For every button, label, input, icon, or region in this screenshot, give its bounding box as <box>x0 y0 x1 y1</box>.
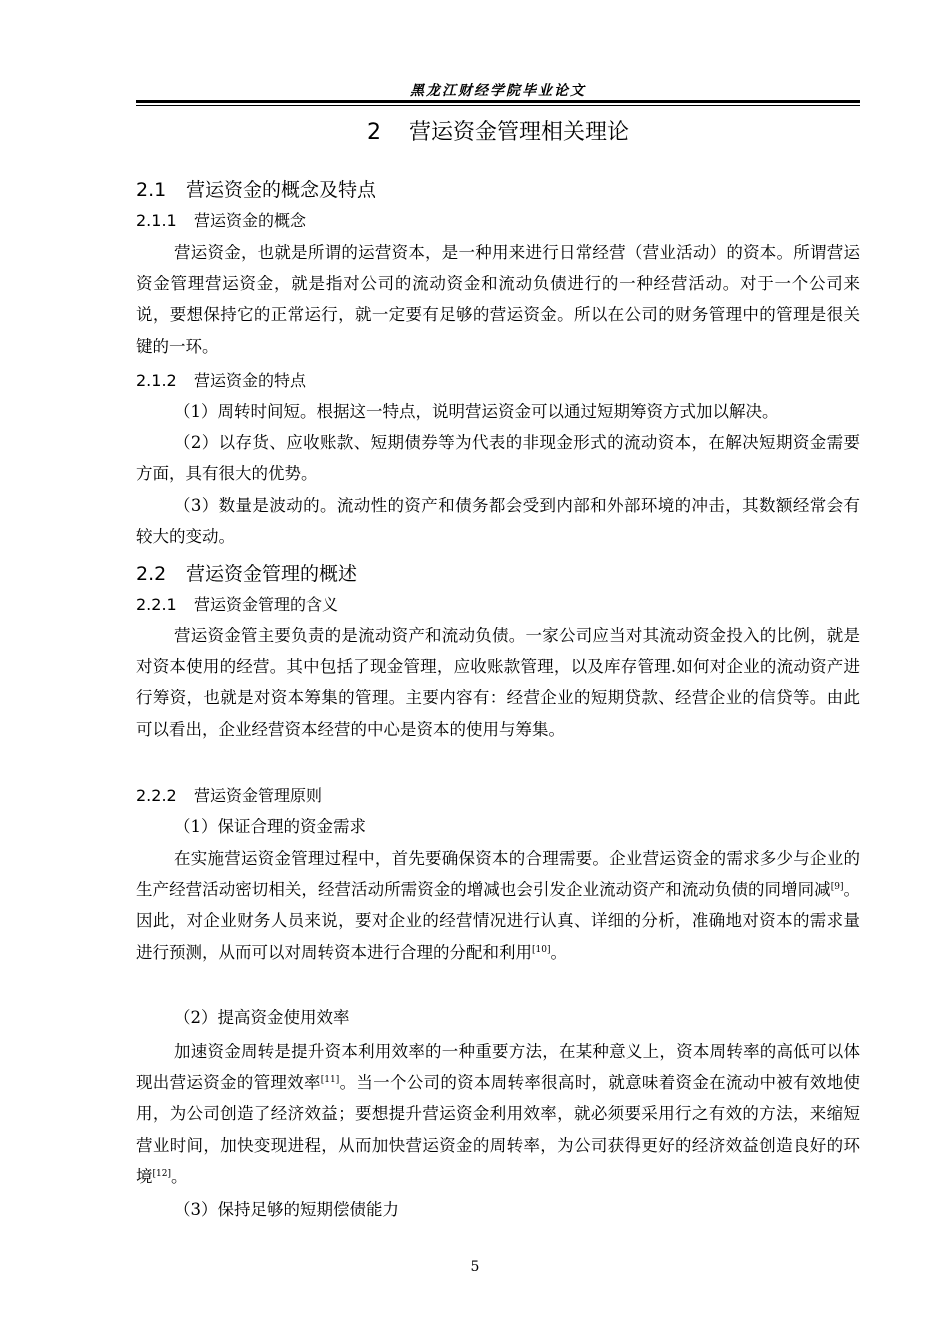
section-heading-2-1: 2.1 营运资金的概念及特点 <box>136 179 377 201</box>
chapter-title <box>136 115 860 146</box>
section-heading-2-2-2: 2.2.2 营运资金管理原则 <box>136 786 323 805</box>
principle-1-title: （1）保证合理的资金需求 <box>174 817 366 836</box>
section-heading-2-1-1: 2.1.1 营运资金的概念 <box>136 211 307 230</box>
running-header: 黑龙江财经学院毕业论文 <box>410 83 586 99</box>
feature-item-3: （3）数量是波动的。流动性的资产和债务都会受到内部和外部环境的冲击，其数额经常会有较大的变动。 <box>136 496 860 547</box>
chapter-title-text: 营运资金管理相关理论 <box>408 120 629 145</box>
section-heading-2-2: 2.2 营运资金管理的概述 <box>136 563 358 585</box>
citation-12: [12] <box>152 1168 171 1179</box>
section-heading-2-1-2: 2.1.2 营运资金的特点 <box>136 371 307 390</box>
feature-item-1: （1）周转时间短。根据这一特点，说明营运资金可以通过短期筹资方式加以解决。 <box>174 402 779 421</box>
citation-10: [10] <box>532 944 551 955</box>
header-rule-thin <box>136 105 860 106</box>
principle-2-paragraph: 加速资金周转是提升资本利用效率的一种重要方法，在某种意义上，资本周转率的高低可以体现出营运资金的管理效率[11]。当一个公司的资本周转率很高时，就意味着资金在流动中被有效地使用，为公司创造了经济效益；要想提升营运资金利用效率，就必须要采用行之有效的方法，来缩短营业时间，加快变现进程，从而加快营运资金的周转率，为公司获得更好的经济效益创造良好的环境[12]。 <box>136 1042 861 1186</box>
section-heading-2-2-1: 2.2.1 营运资金管理的含义 <box>136 595 339 614</box>
principle-1-paragraph: 在实施营运资金管理过程中，首先要确保资本的合理需要。企业营运资金的需求多少与企业的生产经营活动密切相关，经营活动所需资金的增减也会引发企业流动资产和流动负债的同增同减[9]。因此，对企业财务人员来说，要对企业的经营情况进行认真、详细的分析，准确地对资本的需求量进行预测，从而可以对周转资本进行合理的分配和利用[10]。 <box>136 849 861 962</box>
principle-2-title: （2）提高资金使用效率 <box>174 1008 350 1027</box>
paragraph-management-meaning: 营运资金管主要负责的是流动资产和流动负债。一家公司应当对其流动资金投入的比例，就是对资本使用的经营。其中包括了现金管理，应收账款管理，以及库存管理.如何对企业的流动资产进行筹资，也就是对资本筹集的管理。主要内容有：经营企业的短期贷款、经营企业的信贷等。由此可以看出，企业经营资本经营的中心是资本的使用与筹集。 <box>136 626 860 739</box>
page-number: 5 <box>470 1259 480 1275</box>
paragraph-working-capital-concept: 营运资金，也就是所谓的运营资本，是一种用来进行日常经营（营业活动）的资本。所谓营运资金管理营运资金，就是指对公司的流动资金和流动负债进行的一种经营活动。对于一个公司来说，要想保持它的正常运行，就一定要有足够的营运资金。所以在公司的财务管理中的管理是很关键的一环。 <box>136 243 860 356</box>
header-rule-thick <box>136 100 860 103</box>
chapter-number: 2 <box>367 120 381 145</box>
feature-item-2: （2）以存货、应收账款、短期债券等为代表的非现金形式的流动资本，在解决短期资金需要方面，具有很大的优势。 <box>136 433 860 484</box>
principle-3-title: （3）保持足够的短期偿债能力 <box>174 1200 399 1219</box>
citation-9: [9] <box>830 882 844 893</box>
citation-11: [11] <box>320 1075 340 1086</box>
